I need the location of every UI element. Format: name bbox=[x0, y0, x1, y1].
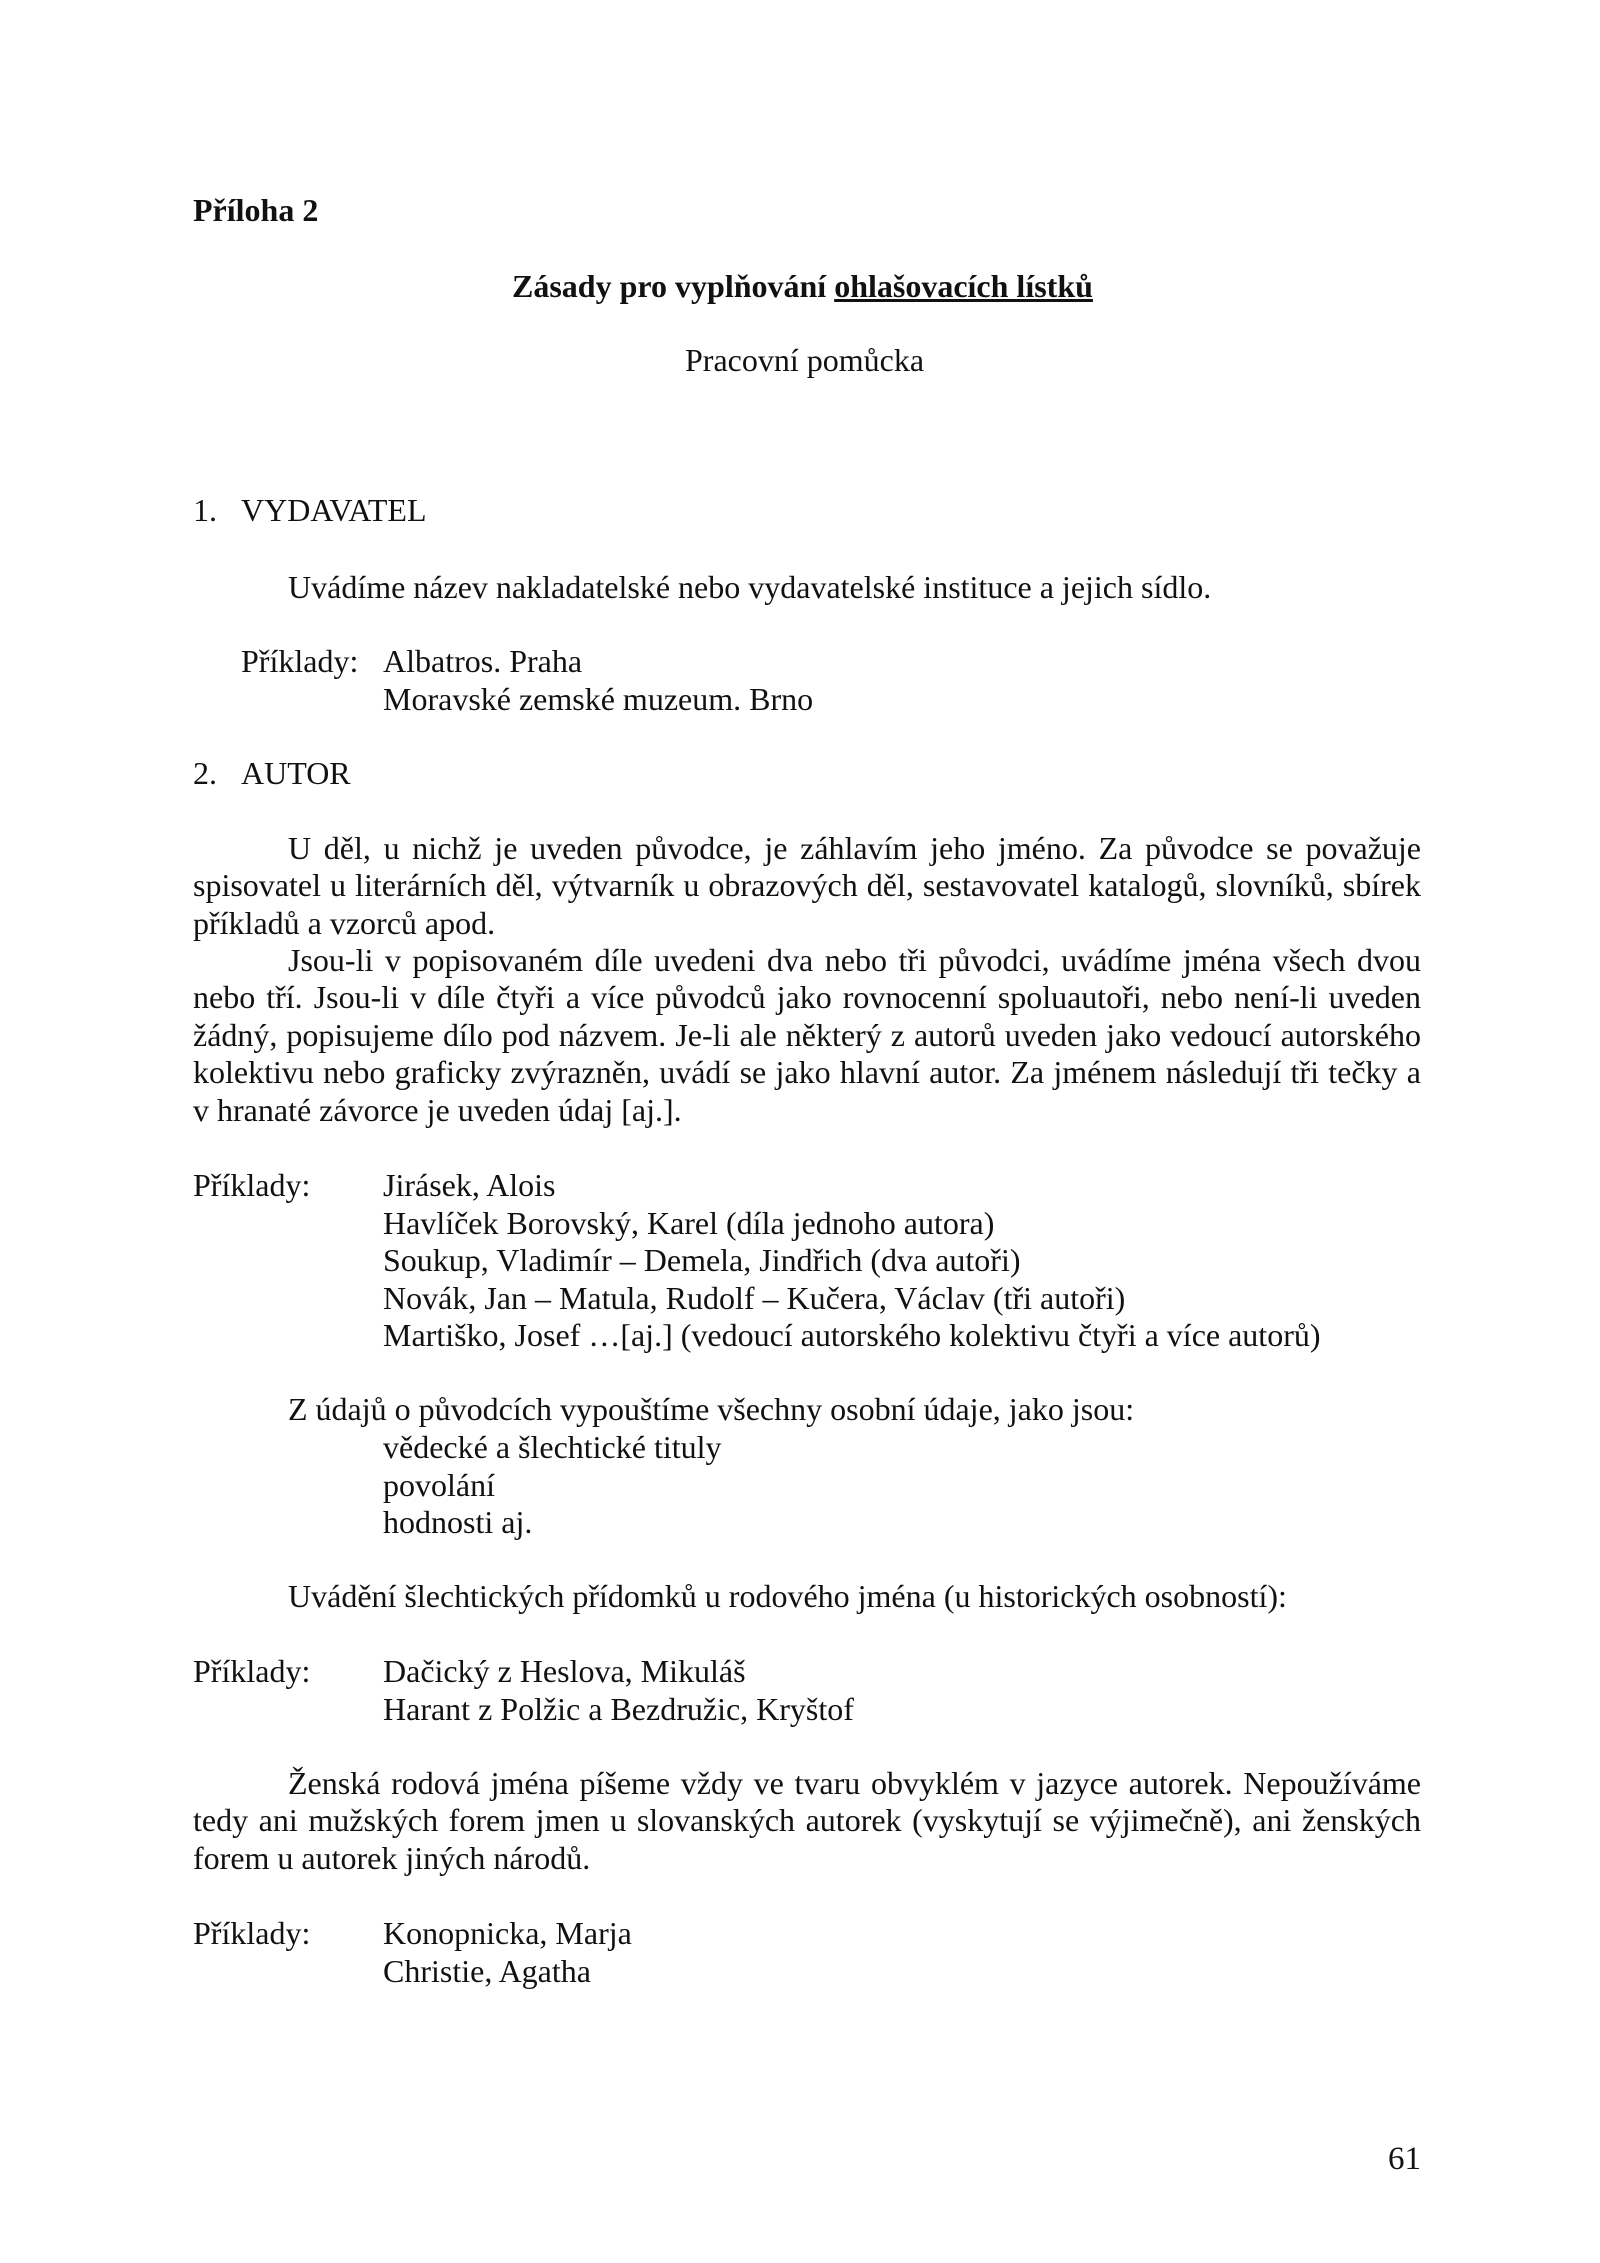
example-item: Novák, Jan – Matula, Rudolf – Kučera, Václav (tři autoři) bbox=[383, 1279, 1126, 1316]
title-text: Zásady pro vyplňování bbox=[512, 268, 835, 304]
omit-item: povolání bbox=[383, 1466, 495, 1503]
document-subtitle: Pracovní pomůcka bbox=[685, 342, 925, 378]
section-1-examples-label: Příklady: bbox=[241, 643, 359, 679]
nobility-text: Uvádění šlechtických přídomků u rodového jména (u historických osobností): bbox=[288, 1578, 1287, 1614]
example-item: Albatros. Praha bbox=[383, 643, 583, 679]
omit-intro-text: Z údajů o původcích vypouštíme všechny osobní údaje, jako jsou: bbox=[288, 1391, 1135, 1427]
section-2-examples-2-label: Příklady: bbox=[193, 1653, 311, 1689]
section-2-examples-1-list bbox=[383, 1167, 1321, 1355]
omit-item: hodnosti aj. bbox=[383, 1504, 533, 1540]
example-item: Dačický z Heslova, Mikuláš bbox=[383, 1653, 746, 1689]
example-item: Christie, Agatha bbox=[383, 1952, 591, 1989]
section-2-examples-3-list bbox=[383, 1915, 632, 1990]
example-item: Konopnicka, Marja bbox=[383, 1915, 632, 1951]
section-2-paragraph-1: U děl, u nichž je uveden původce, je záhlavím jeho jméno. Za původce se považuje spisovatel u literárních děl, výtvarník u obrazových děl, sestavovatel katalogů, slovníků, sbírek příkladů a vzorců apod. bbox=[193, 830, 1421, 941]
section-1-text: Uvádíme název nakladatelské nebo vydavatelské instituce a jejich sídlo. bbox=[288, 569, 1212, 605]
section-2-examples-3-label: Příklady: bbox=[193, 1915, 311, 1951]
example-item: Harant z Polžic a Bezdružic, Kryštof bbox=[383, 1690, 854, 1727]
example-item: Soukup, Vladimír – Demela, Jindřich (dva autoři) bbox=[383, 1242, 1021, 1278]
section-2-examples-2-list bbox=[383, 1653, 854, 1728]
omit-items-list bbox=[383, 1429, 722, 1542]
example-item: Moravské zemské muzeum. Brno bbox=[383, 680, 814, 717]
section-2-paragraph-2: Jsou-li v popisovaném díle uvedeni dva nebo tři původci, uvádíme jména všech dvou nebo tří. Jsou-li v díle čtyři a více původců jako rovnocenní spoluautoři, nebo není-li uveden žádný, popisujeme dílo pod názvem. Je-li ale některý z autorů uveden jako vedoucí autorského kolektivu nebo graficky zvýrazněn, uvádí se jako hlavní autor. Za jménem následují tři tečky a v hranaté závorce je uveden údaj [aj.]. bbox=[193, 942, 1421, 1128]
example-item: Jirásek, Alois bbox=[383, 1167, 556, 1203]
section-1-examples-list bbox=[383, 643, 813, 718]
omit-item: vědecké a šlechtické tituly bbox=[383, 1429, 722, 1465]
document-title bbox=[512, 268, 1093, 305]
example-item: Martiško, Josef …[aj.] (vedoucí autorského kolektivu čtyři a více autorů) bbox=[383, 1317, 1321, 1353]
section-2-number: 2. bbox=[193, 755, 217, 791]
section-2-heading: AUTOR bbox=[241, 755, 351, 791]
section-2-examples-1-label: Příklady: bbox=[193, 1167, 311, 1203]
title-underlined-text: ohlašovacích lístků bbox=[834, 268, 1093, 304]
annex-label: Příloha 2 bbox=[193, 192, 319, 228]
section-1-number: 1. bbox=[193, 492, 217, 528]
example-item: Havlíček Borovský, Karel (díla jednoho autora) bbox=[383, 1204, 995, 1241]
section-1-heading: VYDAVATEL bbox=[241, 492, 427, 528]
page-number: 61 bbox=[1388, 2141, 1421, 2177]
female-names-paragraph: Ženská rodová jména píšeme vždy ve tvaru obvyklém v jazyce autorek. Nepoužíváme tedy ani mužských forem jmen u slovanských autorek (vyskytují se výjimečně), ani ženských forem u autorek jiných národů. bbox=[193, 1765, 1421, 1876]
